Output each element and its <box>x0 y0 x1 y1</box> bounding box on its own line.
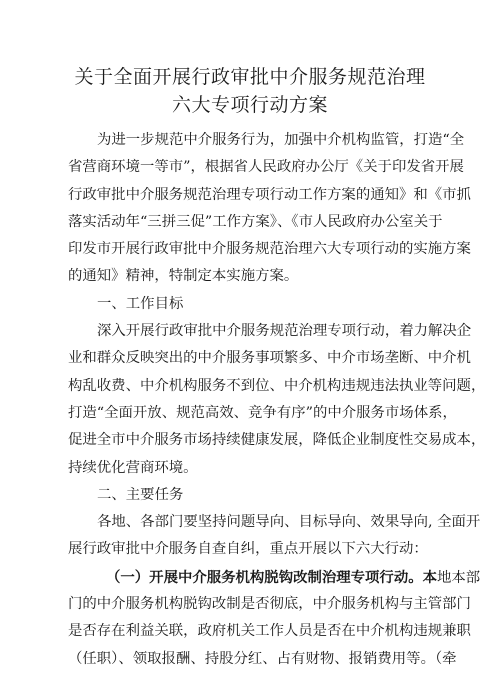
paragraph-line: （任职）、领取报酬、持股分红、占有财物、报销费用等。（牵 <box>68 650 457 667</box>
paragraph-line: 的通知》精神，特制定本实施方案。 <box>68 268 299 285</box>
document-title-line-1: 关于全面开展行政审批中介服务规范治理 <box>74 66 426 88</box>
paragraph-line: 印发市开展行政审批中介服务规范治理六大专项行动的实施方案 <box>68 241 471 258</box>
paragraph-line: 业和群众反映突出的中介服务事项繁多、中介市场垄断、中介机 <box>68 350 471 367</box>
subsection-heading-line <box>68 564 481 591</box>
paragraph-line: 是否存在利益关联，政府机关工作人员是否在中介机构违规兼职 <box>68 623 471 640</box>
document-body <box>68 127 486 673</box>
subsection-heading-tail: 本 <box>422 568 438 586</box>
document-title-line-2: 六大专项行动方案 <box>171 94 328 116</box>
paragraph-line: 落实活动年“三拼三促”工作方案》、《市人民政府办公室关于 <box>68 213 443 230</box>
paragraph-line: 展行政审批中介服务自查自纠，重点开展以下六大行动： <box>68 541 428 558</box>
paragraph-line: 促进全市中介服务市场持续健康发展，降低企业制度性交易成本， <box>68 432 486 449</box>
paragraph-line: 为进一步规范中介服务行为，加强中介机构监管，打造“全 <box>97 132 465 148</box>
section-heading-tasks: 二、主要任务 <box>97 486 184 503</box>
subsection-text: 地本部 <box>437 569 481 586</box>
paragraph-line: 门的中介服务机构脱钩改制是否彻底，中介服务机构与主管部门 <box>68 596 471 613</box>
paragraph-line: 构乱收费、中介机构服务不到位、中介机构违规违法执业等问题， <box>68 377 486 394</box>
paragraph-line: 持续优化营商环境。 <box>68 459 198 476</box>
paragraph-line: 深入开展行政审批中介服务规范治理专项行动，着力解决企 <box>97 323 472 340</box>
paragraph-line: 打造“全面开放、规范高效、竞争有序”的中介服务市场体系， <box>68 404 457 421</box>
paragraph-line: 省营商环境一等市”，根据省人民政府办公厅《关于印发省开展 <box>68 159 464 176</box>
paragraph-line: 各地、各部门要坚持问题导向、目标导向、效果导向, 全面开 <box>97 514 481 531</box>
section-heading-goals: 一、工作目标 <box>97 295 184 312</box>
subsection-heading: （一）开展中介服务机构脱钩改制治理专项行动。 <box>106 568 423 586</box>
paragraph-line: 行政审批中介服务规范治理专项行动工作方案的通知》和《市抓 <box>68 186 471 203</box>
